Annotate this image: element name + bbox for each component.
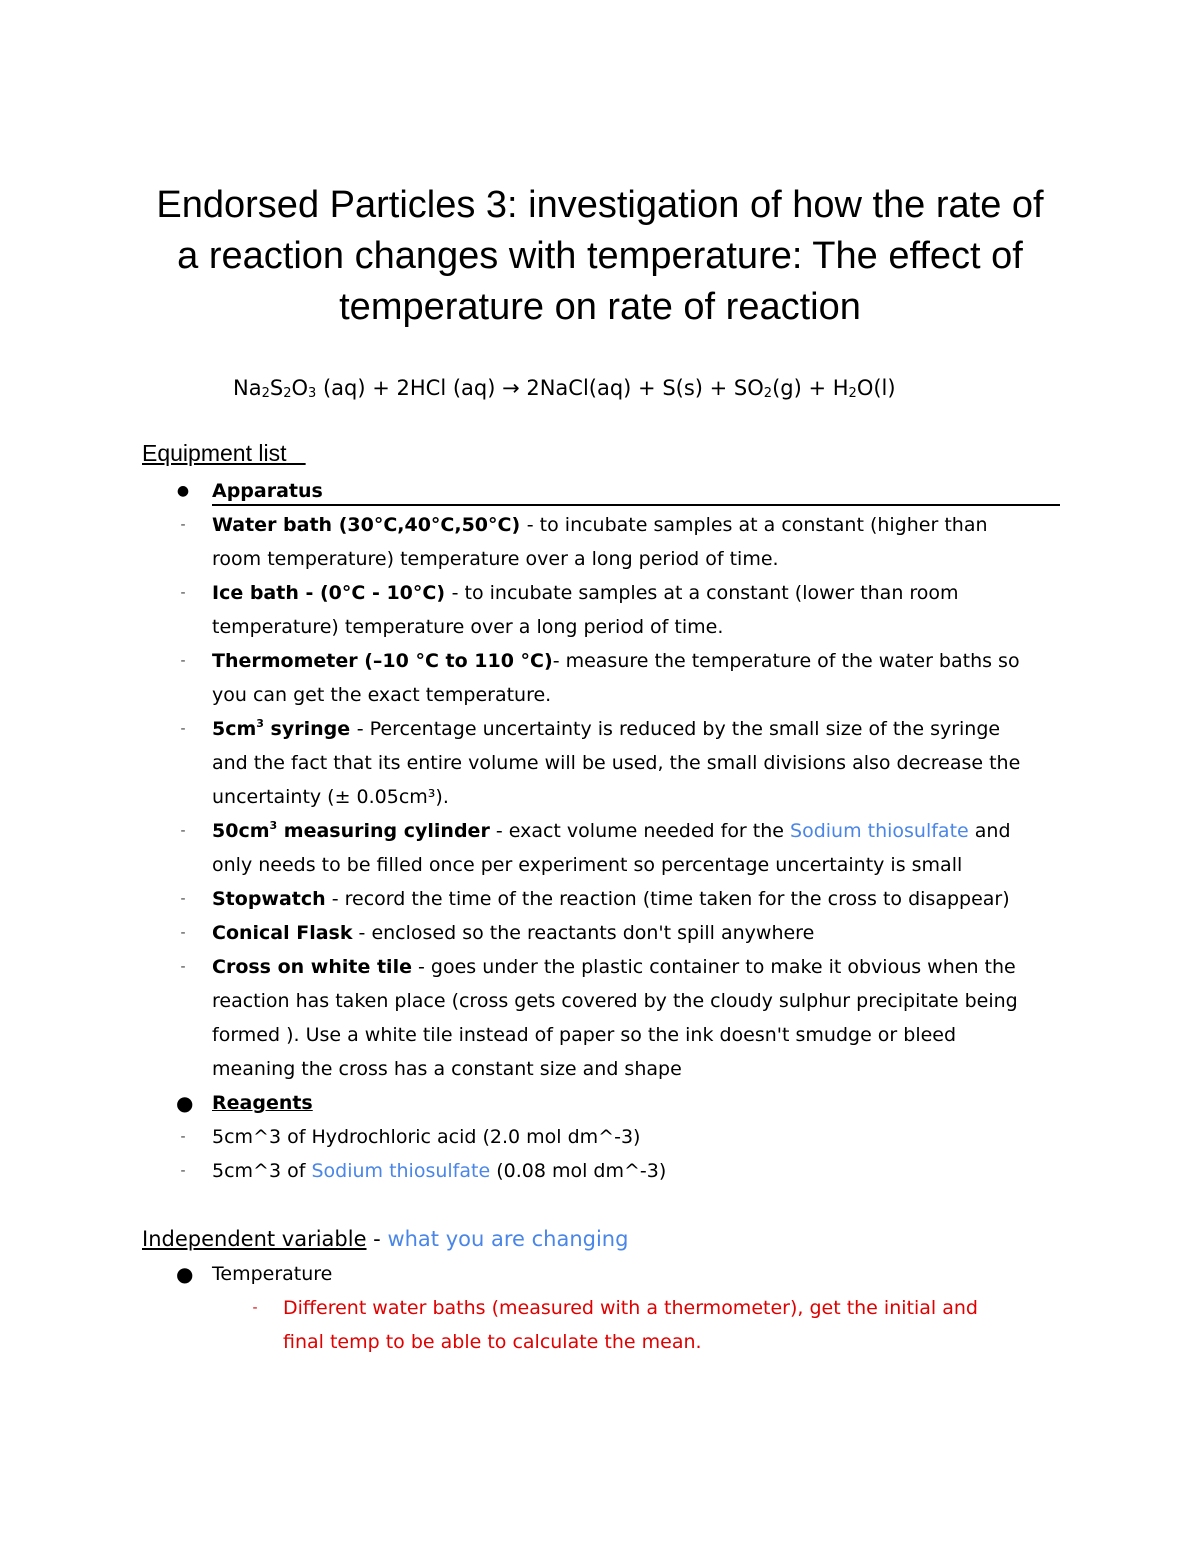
- independent-description: what you are changing: [387, 1227, 629, 1251]
- item-text: - record the time of the reaction (time taken for the cross to disappear): [325, 888, 1010, 910]
- bullet-icon: ●: [176, 483, 190, 499]
- bullet-icon: ●: [176, 1262, 194, 1286]
- item-text: room temperature) temperature over a long period of time.: [212, 548, 779, 570]
- separator: -: [366, 1227, 388, 1251]
- superscript: 3: [269, 819, 278, 832]
- reagent-text: 5cm^3 of Hydrochloric acid (2.0 mol dm^-3): [212, 1126, 641, 1148]
- equipment-heading: [142, 440, 306, 467]
- item-text: - goes under the plastic container to make it obvious when the: [411, 956, 1016, 978]
- reagent-highlight: Sodium thiosulfate: [311, 1160, 491, 1182]
- item-text: reaction has taken place (cross gets covered by the cloudy sulphur precipitate being: [212, 990, 1018, 1012]
- item-text: and the fact that its entire volume will be used, the small divisions also decrease the: [212, 752, 1021, 774]
- title-line-2: a reaction changes with temperature: The effect of: [177, 235, 1023, 277]
- superscript: 3: [256, 717, 264, 730]
- dash-icon: -: [180, 585, 186, 601]
- eq-sub: 3: [308, 386, 317, 401]
- item-text: - measure the temperature of the water baths so: [552, 650, 1020, 672]
- dash-icon: -: [180, 1163, 186, 1179]
- item-label: Ice bath - (0°C - 10°C): [212, 582, 452, 604]
- bullet-icon: ●: [176, 1091, 194, 1115]
- dash-icon: -: [180, 891, 186, 907]
- dash-icon: -: [180, 517, 186, 533]
- item-text: - exact volume needed for the: [489, 820, 791, 842]
- independent-heading-text: Independent variable: [142, 1227, 367, 1251]
- dash-icon: -: [180, 721, 186, 737]
- dash-icon: -: [180, 925, 186, 941]
- item-label: 50cm: [212, 820, 270, 842]
- item-text: - to incubate samples at a constant (higher than: [526, 514, 988, 536]
- item-label: Cross on white tile: [212, 956, 412, 978]
- eq-mid: (aq) + 2HCl (aq) → 2NaCl(aq) + S(s) + SO: [316, 376, 764, 400]
- dash-icon: -: [252, 1300, 258, 1316]
- item-label: measuring cylinder: [277, 820, 490, 842]
- eq-sub: 2: [283, 386, 292, 401]
- item-text: - enclosed so the reactants don't spill anywhere: [352, 922, 815, 944]
- chemical-equation: [233, 376, 896, 401]
- item-text: uncertainty (± 0.05cm³).: [212, 786, 449, 808]
- equipment-heading-text: Equipment list: [142, 440, 287, 466]
- eq-sub: 2: [763, 386, 773, 401]
- eq-o: O: [291, 376, 309, 400]
- item-label: Water bath (30°C,40°C,50°C): [212, 514, 527, 536]
- reagent-text: (0.08 mol dm^-3): [490, 1160, 667, 1182]
- item-text: formed ). Use a white tile instead of paper so the ink doesn't smudge or bleed: [212, 1024, 957, 1046]
- independent-note: final temp to be able to calculate the mean.: [283, 1331, 702, 1353]
- title-line-3: temperature on rate of reaction: [339, 286, 861, 328]
- dash-icon: -: [180, 959, 186, 975]
- item-text: and: [968, 820, 1011, 842]
- item-label: Stopwatch: [212, 888, 326, 910]
- item-text-highlight: Sodium thiosulfate: [790, 820, 969, 842]
- item-text: - to incubate samples at a constant (lower than room: [451, 582, 959, 604]
- item-label: Thermometer (–10 °C to 110 °C): [212, 650, 553, 672]
- dash-icon: -: [180, 1129, 186, 1145]
- independent-item: Temperature: [212, 1263, 333, 1285]
- dash-icon: -: [180, 653, 186, 669]
- eq-tail: O(l): [856, 376, 896, 400]
- item-label: Conical Flask: [212, 922, 353, 944]
- item-label: syringe: [263, 718, 357, 740]
- item-text: you can get the exact temperature.: [212, 684, 552, 706]
- item-text: meaning the cross has a constant size and shape: [212, 1058, 682, 1080]
- eq-sub: 2: [261, 386, 270, 401]
- item-text: only needs to be filled once per experiment so percentage uncertainty is small: [212, 854, 963, 876]
- reagents-label: Reagents: [212, 1092, 313, 1114]
- reagent-text: 5cm^3 of: [212, 1160, 312, 1182]
- eq-g: (g) + H: [772, 376, 849, 400]
- document-title: [120, 180, 1080, 333]
- independent-note: Different water baths (measured with a thermometer), get the initial and: [283, 1297, 978, 1319]
- dash-icon: -: [180, 823, 186, 839]
- item-text: temperature) temperature over a long period of time.: [212, 616, 724, 638]
- item-text: - Percentage uncertainty is reduced by the small size of the syringe: [356, 718, 1001, 740]
- item-label: 5cm: [212, 718, 257, 740]
- title-line-1: Endorsed Particles 3: investigation of how the rate of: [156, 184, 1044, 226]
- apparatus-label: Apparatus: [212, 478, 1060, 506]
- eq-sub: 2: [848, 386, 857, 401]
- eq-s: S: [269, 376, 284, 400]
- eq-na: Na: [233, 376, 262, 400]
